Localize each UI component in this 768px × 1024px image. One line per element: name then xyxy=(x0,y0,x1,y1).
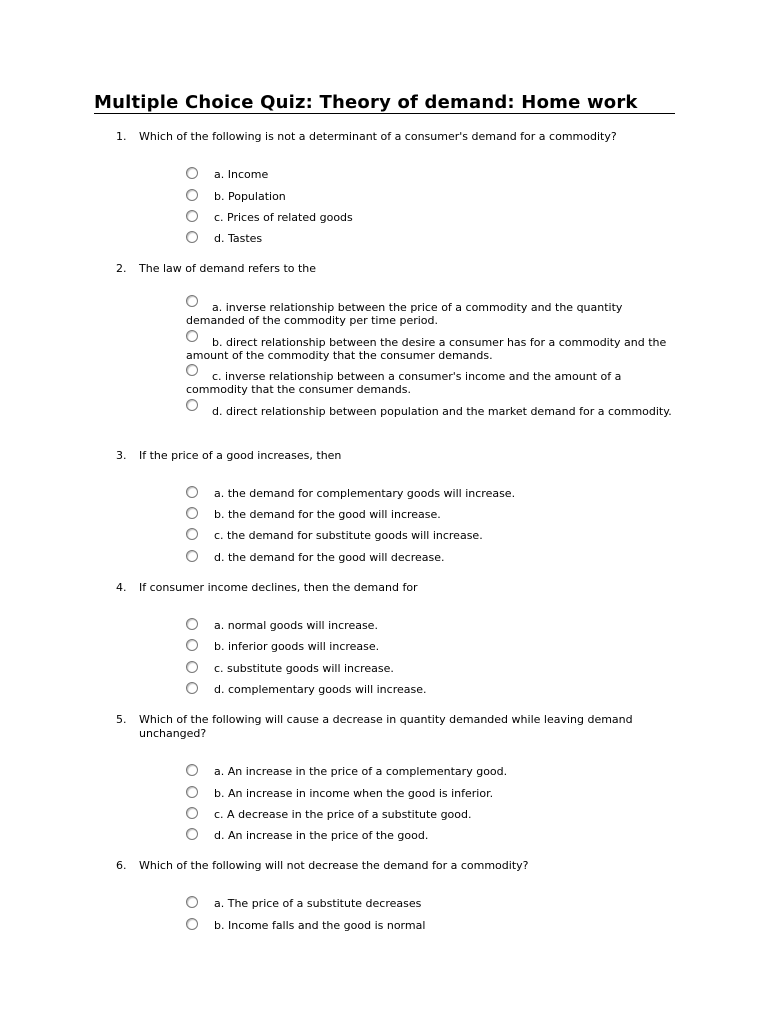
radio-button-icon[interactable] xyxy=(186,896,198,908)
question-number: 6. xyxy=(116,859,127,872)
option-label: b. direct relationship between the desire a consumer has for a commodity and the amount of the commodity that the consumer demands. xyxy=(186,336,667,362)
radio-button-icon[interactable] xyxy=(186,807,198,819)
option-4d[interactable] xyxy=(186,682,676,696)
option-6a[interactable] xyxy=(186,896,676,910)
option-5d[interactable] xyxy=(186,828,676,842)
option-label: a. An increase in the price of a complementary good. xyxy=(214,765,508,778)
question-text: If consumer income declines, then the demand for xyxy=(139,581,418,594)
option-label: d. direct relationship between population and the market demand for a commodity. xyxy=(212,405,672,418)
radio-button-icon[interactable] xyxy=(186,231,198,243)
quiz-title: Multiple Choice Quiz: Theory of demand: Home work xyxy=(94,92,638,113)
option-4c[interactable] xyxy=(186,661,676,675)
option-5c[interactable] xyxy=(186,807,676,821)
option-2c[interactable] xyxy=(186,369,676,396)
option-4b[interactable] xyxy=(186,639,676,653)
option-2a[interactable] xyxy=(186,300,676,327)
radio-button-icon[interactable] xyxy=(186,764,198,776)
question-text: The law of demand refers to the xyxy=(139,262,317,275)
option-label: b. Income falls and the good is normal xyxy=(214,919,426,932)
option-label: c. inverse relationship between a consumer's income and the amount of a commodity that the consumer demands. xyxy=(186,370,622,396)
question-text: Which of the following will cause a decrease in quantity demanded while leaving demand unchanged? xyxy=(139,713,633,740)
option-label: a. the demand for complementary goods will increase. xyxy=(214,487,516,500)
radio-button-icon[interactable] xyxy=(186,330,198,342)
radio-button-icon[interactable] xyxy=(186,918,198,930)
title-underline xyxy=(94,113,675,114)
option-3b[interactable] xyxy=(186,507,676,521)
question-text: Which of the following will not decrease the demand for a commodity? xyxy=(139,859,529,872)
radio-button-icon[interactable] xyxy=(186,486,198,498)
option-2b[interactable] xyxy=(186,335,676,362)
question-number: 1. xyxy=(116,130,127,143)
option-3c[interactable] xyxy=(186,528,676,542)
question-text: If the price of a good increases, then xyxy=(139,449,342,462)
question-number: 2. xyxy=(116,262,127,275)
option-1c[interactable] xyxy=(186,210,676,224)
radio-button-icon[interactable] xyxy=(186,828,198,840)
option-1a[interactable] xyxy=(186,167,676,181)
radio-button-icon[interactable] xyxy=(186,661,198,673)
radio-button-icon[interactable] xyxy=(186,210,198,222)
radio-button-icon[interactable] xyxy=(186,550,198,562)
option-6b[interactable] xyxy=(186,918,676,932)
radio-button-icon[interactable] xyxy=(186,682,198,694)
radio-button-icon[interactable] xyxy=(186,786,198,798)
question-text: Which of the following is not a determinant of a consumer's demand for a commodity? xyxy=(139,130,617,143)
radio-button-icon[interactable] xyxy=(186,295,198,307)
question-number: 5. xyxy=(116,713,127,726)
option-1b[interactable] xyxy=(186,189,676,203)
radio-button-icon[interactable] xyxy=(186,507,198,519)
radio-button-icon[interactable] xyxy=(186,189,198,201)
radio-button-icon[interactable] xyxy=(186,167,198,179)
option-2d[interactable] xyxy=(186,404,676,418)
radio-button-icon[interactable] xyxy=(186,528,198,540)
option-3a[interactable] xyxy=(186,486,676,500)
option-label: a. normal goods will increase. xyxy=(214,619,378,632)
option-label: b. inferior goods will increase. xyxy=(214,640,380,653)
option-label: a. inverse relationship between the price of a commodity and the quantity demanded of the commodity per time period. xyxy=(186,301,623,327)
option-4a[interactable] xyxy=(186,618,676,632)
radio-button-icon[interactable] xyxy=(186,399,198,411)
option-label: c. A decrease in the price of a substitute good. xyxy=(214,808,472,821)
option-label: c. substitute goods will increase. xyxy=(214,662,394,675)
option-label: d. the demand for the good will decrease. xyxy=(214,551,445,564)
question-number: 3. xyxy=(116,449,127,462)
option-label: d. complementary goods will increase. xyxy=(214,683,427,696)
option-label: a. Income xyxy=(214,168,269,181)
option-label: c. Prices of related goods xyxy=(214,211,353,224)
option-label: c. the demand for substitute goods will increase. xyxy=(214,529,483,542)
option-label: a. The price of a substitute decreases xyxy=(214,897,422,910)
option-5a[interactable] xyxy=(186,764,676,778)
question-number: 4. xyxy=(116,581,127,594)
option-3d[interactable] xyxy=(186,550,676,564)
option-label: b. Population xyxy=(214,190,286,203)
radio-button-icon[interactable] xyxy=(186,639,198,651)
option-1d[interactable] xyxy=(186,231,676,245)
option-label: d. Tastes xyxy=(214,232,263,245)
radio-button-icon[interactable] xyxy=(186,364,198,376)
option-label: b. An increase in income when the good is inferior. xyxy=(214,787,494,800)
option-label: b. the demand for the good will increase. xyxy=(214,508,441,521)
option-label: d. An increase in the price of the good. xyxy=(214,829,429,842)
radio-button-icon[interactable] xyxy=(186,618,198,630)
option-5b[interactable] xyxy=(186,786,676,800)
